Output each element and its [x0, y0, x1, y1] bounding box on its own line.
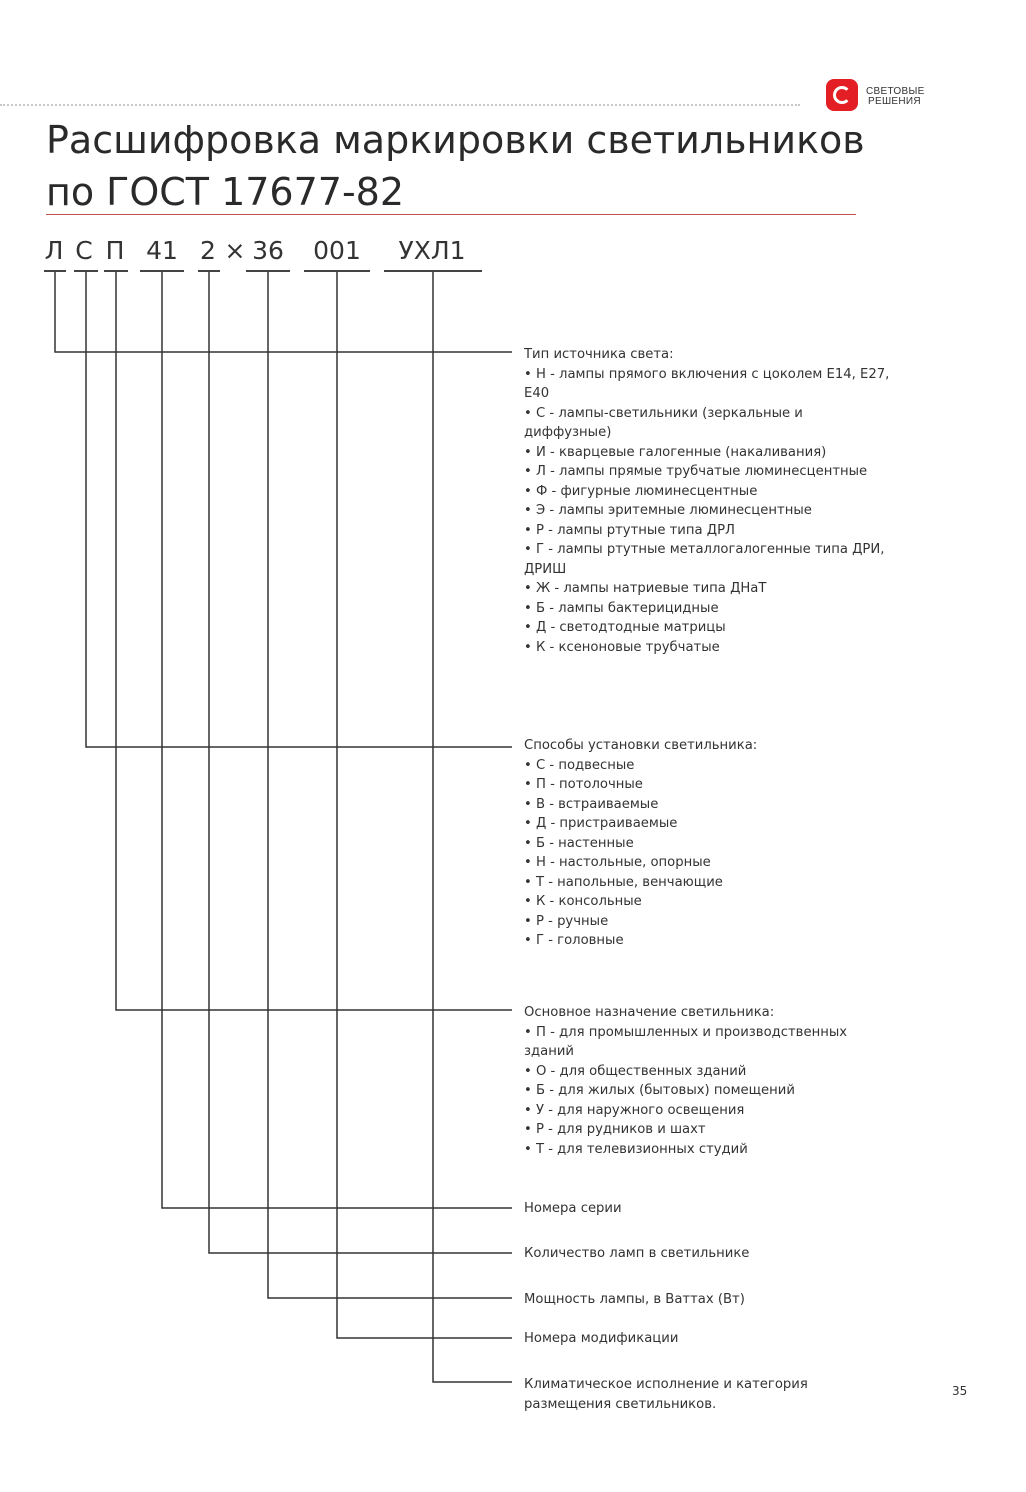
list-item: • О - для общественных зданий: [524, 1063, 747, 1079]
list-item: • В - встраиваемые: [524, 796, 659, 812]
code-part-lamp-count: 2: [200, 236, 216, 265]
connector-lamp-count: [209, 272, 512, 1253]
list-item: • Р - лампы ртутные типа ДРЛ: [524, 522, 735, 538]
code-part-purpose: П: [105, 236, 125, 265]
list-item: • П - потолочные: [524, 777, 643, 792]
list-item: • Д - светодтодные матрицы: [524, 620, 726, 635]
label-climate: Климатическое исполнение и категория размещения светильников.: [524, 1377, 808, 1412]
list-item: • Ф - фигурные люминесцентные: [524, 483, 758, 499]
list-item: • Г - головные: [524, 933, 624, 948]
section-light-source: [524, 345, 894, 657]
label-modification: Номера модификации: [524, 1331, 679, 1346]
connector-purpose: [116, 272, 512, 1010]
list-item: • П - для промышленных и производственных зданий: [524, 1024, 848, 1059]
connector-install: [86, 272, 512, 747]
list-item: • Ж - лампы натриевые типа ДНаТ: [524, 581, 767, 596]
code-part-modification: 001: [313, 236, 361, 265]
code-part-type: Л: [44, 236, 64, 265]
list-item: • У - для наружного освещения: [524, 1102, 745, 1118]
list-item: • Р - для рудников и шахт: [524, 1122, 706, 1137]
label-lamp-power: Мощность лампы, в Ваттах (Вт): [524, 1292, 745, 1307]
section-heading: Тип источника света:: [524, 347, 674, 362]
logo-line-2: РЕШЕНИЯ: [868, 96, 921, 107]
connector-modification: [337, 272, 512, 1338]
list-item: • С - лампы-светильники (зеркальные и диффузные): [524, 405, 803, 440]
list-item: • Д - пристраиваемые: [524, 816, 678, 831]
list-item: • Н - настольные, опорные: [524, 855, 711, 870]
list-item: • И - кварцевые галогенные (накаливания): [524, 444, 827, 460]
list-item: • Т - для телевизионных студий: [524, 1141, 748, 1157]
title-line-1: Расшифровка маркировки светильников: [46, 118, 865, 162]
connector-climate: [433, 272, 512, 1382]
list-item: • Б - лампы бактерицидные: [524, 600, 719, 616]
code-multiply-sign: ×: [224, 236, 246, 265]
logo-line-1: СВЕТОВЫЕ: [866, 86, 925, 97]
list-item: • К - консольные: [524, 894, 642, 909]
section-purpose: [524, 1003, 894, 1159]
label-series: Номера серии: [524, 1201, 622, 1216]
list-item: • Н - лампы прямого включения с цоколем Е14, Е27, Е40: [524, 366, 890, 401]
connector-power: [268, 272, 512, 1298]
section-heading: Основное назначение светильника:: [524, 1005, 775, 1020]
label-lamp-count: Количество ламп в светильнике: [524, 1246, 750, 1261]
page-number: 35: [952, 1384, 968, 1398]
code-part-install: С: [75, 236, 93, 265]
section-heading: Способы установки светильника:: [524, 738, 758, 753]
list-item: • Э - лампы эритемные люминесцентные: [524, 503, 812, 518]
section-installation: [524, 736, 894, 951]
list-item: • Р - ручные: [524, 913, 609, 929]
list-item: • С - подвесные: [524, 757, 635, 773]
title-line-2: по ГОСТ 17677-82: [46, 170, 405, 214]
code-part-climate: УХЛ1: [398, 236, 466, 265]
connector-type: [55, 272, 512, 352]
list-item: • К - ксеноновые трубчатые: [524, 639, 720, 655]
list-item: • Б - для жилых (бытовых) помещений: [524, 1083, 795, 1098]
list-item: • Л - лампы прямые трубчатые люминесцентные: [524, 464, 868, 479]
list-item: • Г - лампы ртутные металлогалогенные типа ДРИ, ДРИШ: [524, 542, 885, 577]
list-item: • Б - настенные: [524, 835, 634, 851]
code-part-series: 41: [146, 236, 178, 265]
list-item: • Т - напольные, венчающие: [524, 874, 723, 890]
code-part-power: 36: [252, 236, 284, 265]
